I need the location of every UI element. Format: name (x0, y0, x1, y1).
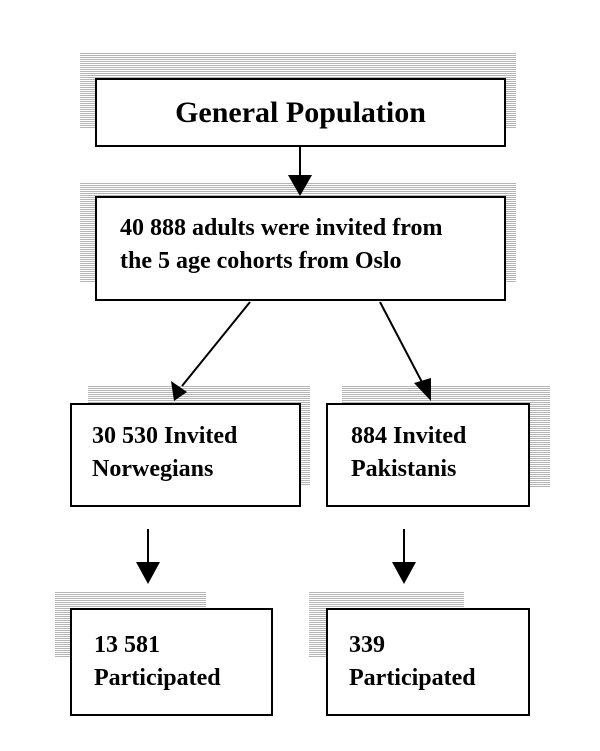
arrow-invited-to-norwegians (182, 302, 250, 386)
arrow-invited-to-pakistanis (380, 302, 424, 386)
invited-pakistanis-label: 884 Invited Pakistanis (351, 423, 467, 482)
general-population-label: General Population (175, 95, 426, 129)
norwegians-participated-box (70, 608, 273, 716)
adults-invited-box (95, 196, 506, 301)
pakistanis-participated-box (326, 608, 530, 716)
general-population-box (95, 78, 506, 147)
arrowhead-pakistanis-to-participated (392, 562, 416, 584)
invited-pakistanis-box (326, 403, 530, 507)
arrowhead-norwegians-to-participated (136, 562, 160, 584)
invited-norwegians-box (70, 403, 301, 507)
invited-norwegians-label: 30 530 Invited Norwegians (92, 423, 238, 482)
pakistanis-participated-label: 339 Participated (349, 632, 476, 691)
adults-invited-label: 40 888 adults were invited from the 5 age cohorts from Oslo (120, 215, 443, 274)
norwegians-participated-label: 13 581 Participated (94, 632, 221, 691)
